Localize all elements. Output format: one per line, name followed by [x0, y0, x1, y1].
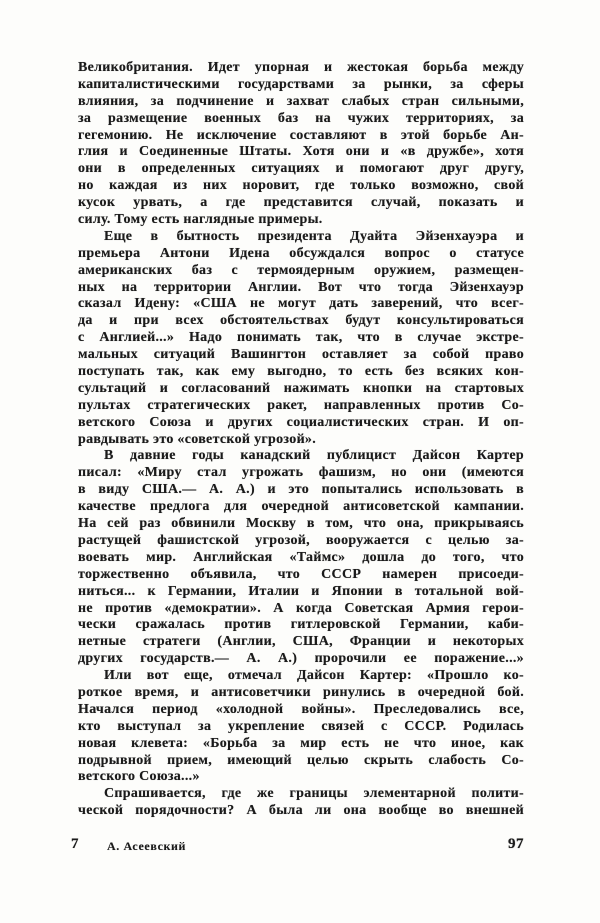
text-line: с Англией...» Надо понимать так, что в случае экстре-: [78, 330, 524, 346]
text-line: сультаций и согласований нажимать кнопки на стартовых: [78, 380, 524, 396]
page-text: [78, 60, 524, 820]
text-line: новая клевета: «Борьба за мир есть не что иное, как: [78, 735, 524, 751]
text-line: подрывной прием, имеющий целью скрыть слабость Со-: [78, 752, 524, 768]
text-line: сказал Идену: «США не могут дать заверений, что всег-: [78, 296, 524, 312]
text-line: силу. Тому есть наглядные примеры.: [78, 212, 323, 228]
text-line: чески сражалась против гитлеровской Германии, каби-: [78, 617, 524, 633]
text-line: влияния, за подчинение и захват слабых стран сильными,: [78, 93, 524, 109]
page-footer: [71, 836, 524, 856]
text-line: Или вот еще, отмечал Дайсон Картер: «Прошло ко-: [104, 668, 524, 684]
text-line: ветского Союза и других социалистических стран. И оп-: [78, 414, 524, 430]
text-line: В давние годы канадский публицист Дайсон Картер: [104, 448, 524, 464]
text-line: Спрашивается, где же границы элементарной полити-: [104, 786, 524, 802]
text-line: но каждая из них норовит, где только возможно, свой: [78, 178, 524, 194]
text-line: капиталистическими государствами за рынки, за сферы: [78, 76, 524, 92]
text-line: в виду США.— А. А.) и это попытались использовать в: [78, 482, 524, 498]
text-line: ческой порядочности? А была ли она вообще во внешней: [78, 803, 524, 819]
text-line: ных на территории Англии. Вот что тогда Эйзенхауэр: [78, 279, 524, 295]
text-line: не против «демократии». А когда Советская Армия герои-: [78, 600, 524, 616]
text-line: ветского Союза...»: [78, 769, 200, 785]
text-line: американских баз с термоядерным оружием, размещен-: [78, 262, 524, 278]
text-line: писал: «Миру стал угрожать фашизм, но они (имеются: [78, 465, 524, 481]
text-line: На сей раз обвинили Москву в том, что она, прикрываясь: [78, 516, 524, 532]
running-author-name: А. Асеевский: [107, 839, 187, 853]
text-line: они в определенных ситуациях и помогают друг другу,: [78, 161, 524, 177]
text-line: Великобритания. Идет упорная и жестокая борьба между: [78, 60, 524, 75]
text-line: других государств.— А. А.) пророчили ее поражение...»: [78, 651, 524, 667]
text-line: поступать так, как ему выгодно, то есть без всяких кон-: [78, 364, 524, 380]
text-line: гегемонию. Не исключение составляют в этой борьбе Ан-: [78, 127, 524, 143]
text-line: растущей фашистской угрозой, вооружается с целью за-: [78, 532, 524, 548]
text-line: воевать мир. Английская «Таймс» дошла до того, что: [78, 549, 524, 565]
page-number: 97: [508, 836, 524, 852]
text-line: Начался период «холодной войны». Преследовались все,: [78, 701, 524, 717]
text-line: да и при всех обстоятельствах будут консультироваться: [78, 313, 524, 329]
text-line: торжественно объявила, что СССР намерен присоеди-: [78, 566, 524, 582]
text-line: кто выступал за укрепление связей с СССР. Родилась: [78, 718, 524, 734]
text-line: мальных ситуаций Вашингтон оставляет за собой право: [78, 347, 524, 363]
text-line: качестве предлога для очередной антисоветской кампании.: [78, 499, 524, 515]
text-line: роткое время, и антисоветчики ринулись в очередной бой.: [78, 684, 524, 700]
text-line: равдывать это «советской угрозой».: [78, 431, 317, 447]
text-line: за размещение военных баз на чужих территориях, за: [78, 110, 524, 126]
text-line: ниться... к Германии, Италии и Японии в тотальной вой-: [78, 583, 524, 599]
text-line: премьера Антони Идена обсуждался вопрос о статусе: [78, 245, 524, 261]
text-line: Еще в бытность президента Дуайта Эйзенхауэра и: [104, 228, 524, 244]
text-line: пультах стратегических ракет, направленных против Со-: [78, 397, 524, 413]
text-line: нетные стратеги (Англии, США, Франции и некоторых: [78, 634, 524, 650]
text-line: глия и Соединенные Штаты. Хотя они и «в дружбе», хотя: [78, 144, 524, 160]
printer-signature-number: 7: [71, 836, 79, 852]
text-line: кусок урвать, а где представится случай, показать и: [78, 195, 524, 211]
